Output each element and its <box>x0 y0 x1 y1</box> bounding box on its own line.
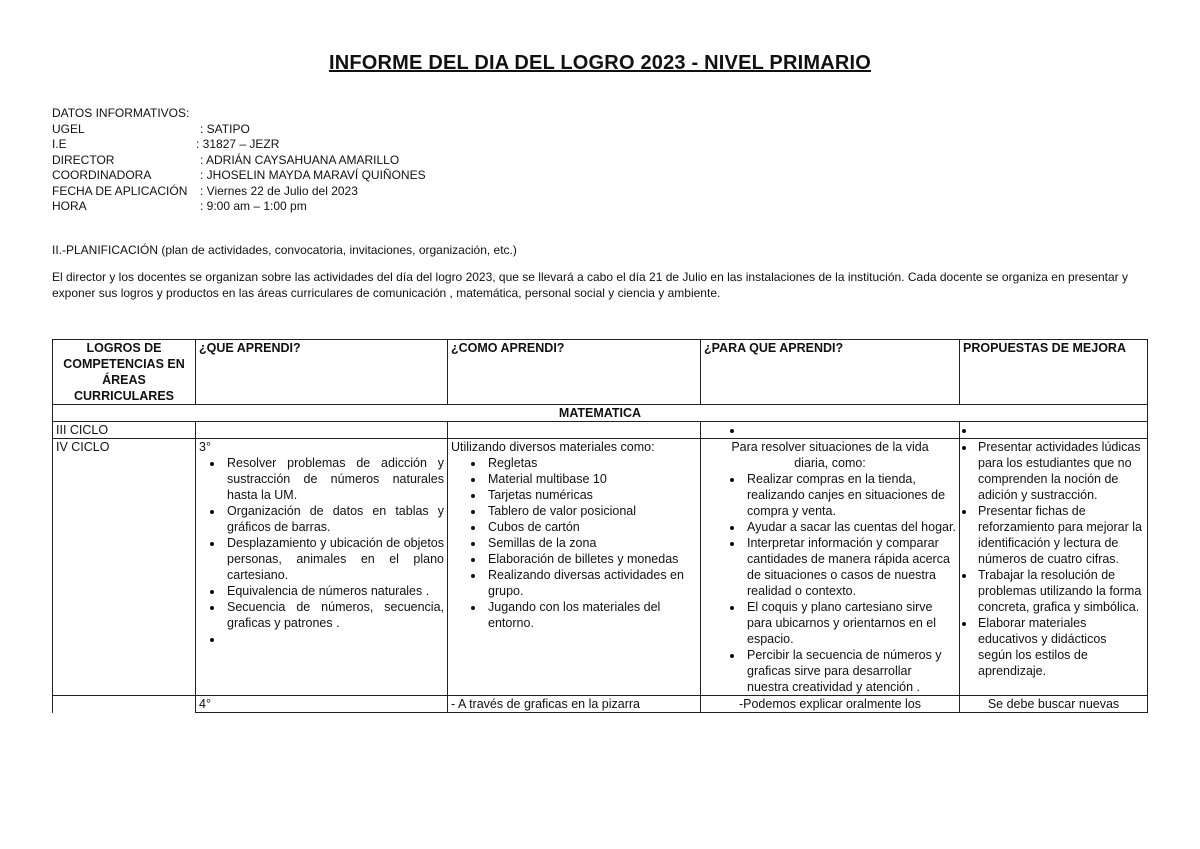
table-cell <box>448 422 701 439</box>
header-que-aprendi: ¿QUE APRENDI? <box>196 340 448 405</box>
info-label: FECHA DE APLICACIÓN <box>52 183 188 198</box>
list-item: • Secuencia de números, secuencia, graficas y patrones . <box>224 599 444 631</box>
table-cell: Se debe buscar nuevas <box>960 696 1148 713</box>
list-item: • Realizar compras en la tienda, realizando canjes en situaciones de compra y venta. <box>744 471 956 519</box>
list-item: • Interpretar información y comparar cantidades de manera rápida acerca de situaciones o casos de nuestra realidad o contexto. <box>744 535 956 599</box>
empty-bullet <box>976 422 1144 438</box>
section-row <box>53 405 1148 422</box>
list-item: • Tablero de valor posicional <box>485 503 697 519</box>
table-cell <box>196 422 448 439</box>
info-label: HORA <box>52 199 87 213</box>
list-item: • Cubos de cartón <box>485 519 697 535</box>
como-intro: Utilizando diversos materiales como: <box>451 440 655 454</box>
ciclo-label: III CICLO <box>53 422 196 439</box>
info-row-ugel <box>52 122 426 138</box>
info-row-hora <box>52 199 426 215</box>
empty-bullet <box>744 422 956 438</box>
list-item: • Semillas de la zona <box>485 535 697 551</box>
info-value: : ADRIÁN CAYSAHUANA AMARILLO <box>200 152 400 167</box>
header-para-que-aprendi: ¿PARA QUE APRENDI? <box>701 340 960 405</box>
list-item: • Resolver problemas de adicción y sustracción de números naturales hasta la UM. <box>224 455 444 503</box>
list-item: • Desplazamiento y ubicación de objetos personas, animales en el plano cartesiano. <box>224 535 444 583</box>
como-aprendi-cell <box>448 439 701 696</box>
table-cell <box>53 696 196 713</box>
planificacion-heading: II.-PLANIFICACIÓN (plan de actividades, convocatoria, invitaciones, organización, etc.) <box>52 243 517 257</box>
grade-label: 3° <box>199 440 211 454</box>
para-que-aprendi-cell <box>701 439 960 696</box>
para-que-aprendi-list <box>704 471 956 695</box>
list-item: • Elaboración de billetes y monedas <box>485 551 697 567</box>
table-row-iii-ciclo <box>53 422 1148 439</box>
datos-informativos <box>52 106 426 215</box>
list-item: • El coquis y plano cartesiano sirve para ubicarnos y orientarnos en el espacio. <box>744 599 956 647</box>
grade-label: 4° <box>196 696 448 713</box>
info-row-director <box>52 153 426 169</box>
list-item: • Elaborar materiales educativos y didácticos según los estilos de aprendizaje. <box>976 615 1144 679</box>
table-cell <box>960 422 1148 439</box>
info-value: : JHOSELIN MAYDA MARAVÍ QUIÑONES <box>200 168 426 182</box>
list-item: • Ayudar a sacar las cuentas del hogar. <box>744 519 956 535</box>
list-item: • Presentar fichas de reforzamiento para mejorar la identificación y lectura de números de cuatro cifras. <box>976 503 1144 567</box>
info-row-ie <box>52 137 426 153</box>
como-aprendi-list <box>451 455 697 631</box>
ciclo-label: IV CICLO <box>53 439 196 696</box>
datos-heading: DATOS INFORMATIVOS: <box>52 106 190 120</box>
propuestas-list <box>963 439 1144 679</box>
info-value: : Viernes 22 de Julio del 2023 <box>200 183 358 198</box>
info-label: I.E <box>52 137 67 151</box>
table-cell: - A través de graficas en la pizarra <box>448 696 701 713</box>
list-item: • Presentar actividades lúdicas para los estudiantes que no comprenden la noción de adición y sustracción. <box>976 439 1144 503</box>
header-logros: LOGROS DE COMPETENCIAS EN ÁREAS CURRICULARES <box>53 340 196 405</box>
info-value: : 9:00 am – 1:00 pm <box>200 199 307 213</box>
table-cell: -Podemos explicar oralmente los <box>701 696 960 713</box>
table-header-row <box>53 340 1148 405</box>
info-row-fecha <box>52 184 426 200</box>
que-aprendi-list <box>199 455 444 647</box>
info-label: DIRECTOR <box>52 152 115 167</box>
para-intro: Para resolver situaciones de la vida diaria, como: <box>731 440 929 470</box>
list-item <box>224 631 444 647</box>
info-label: COORDINADORA <box>52 168 152 182</box>
list-item: • Realizando diversas actividades en grupo. <box>485 567 697 599</box>
table-row-grade-4 <box>53 696 1148 713</box>
info-value: : SATIPO <box>200 121 250 136</box>
list-item: • Regletas <box>485 455 697 471</box>
propuestas-cell <box>960 439 1148 696</box>
list-item: • Equivalencia de números naturales . <box>224 583 444 599</box>
table-row-iv-ciclo <box>53 439 1148 696</box>
info-label: UGEL <box>52 121 85 136</box>
document-title: INFORME DEL DIA DEL LOGRO 2023 - NIVEL PRIMARIO <box>328 52 872 74</box>
que-aprendi-cell <box>196 439 448 696</box>
section-matematica: MATEMATICA <box>53 405 1148 422</box>
list-item: • Trabajar la resolución de problemas utilizando la forma concreta, grafica y simbólica. <box>976 567 1144 615</box>
table-cell <box>701 422 960 439</box>
list-item: • Tarjetas numéricas <box>485 487 697 503</box>
planificacion-paragraph: El director y los docentes se organizan sobre las actividades del día del logro 2023, que se llevará a cabo el día 21 de Julio en las instalaciones de la institución. Cada docente se organiza en presentar y exponer sus logros y productos en las áreas curriculares de comunicación , matemática, personal social y ciencia y ambiente. <box>52 270 1128 300</box>
list-item: • Jugando con los materiales del entorno. <box>485 599 697 631</box>
header-propuestas: PROPUESTAS DE MEJORA <box>960 340 1148 405</box>
info-value: : 31827 – JEZR <box>196 137 280 151</box>
header-como-aprendi: ¿COMO APRENDI? <box>448 340 701 405</box>
list-item: • Organización de datos en tablas y gráficos de barras. <box>224 503 444 535</box>
list-item: • Material multibase 10 <box>485 471 697 487</box>
logros-table <box>52 339 1148 713</box>
info-row-coordinadora <box>52 168 426 184</box>
list-item: • Percibir la secuencia de números y graficas sirve para desarrollar nuestra creatividad y atención . <box>744 647 956 695</box>
